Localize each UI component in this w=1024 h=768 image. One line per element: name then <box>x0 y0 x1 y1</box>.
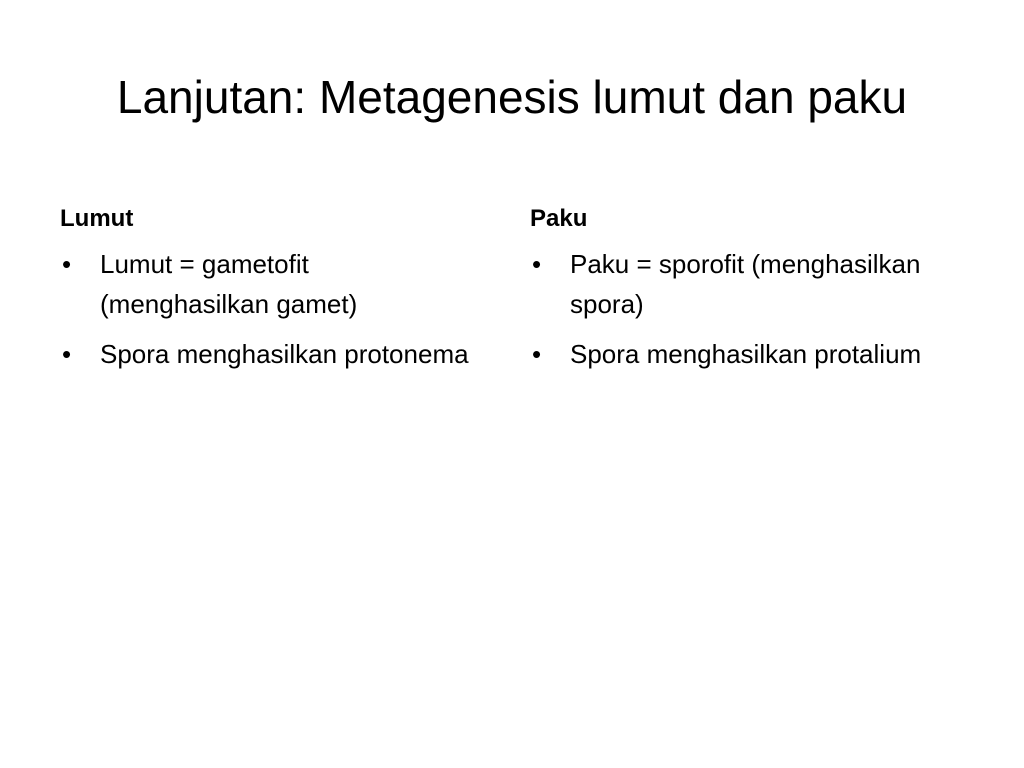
bullet-item <box>530 334 950 374</box>
bullet-icon: • <box>62 249 72 279</box>
bullet-list-lumut <box>60 244 480 374</box>
bullet-item <box>530 244 950 324</box>
bullet-icon: • <box>532 339 542 369</box>
column-heading-paku: Paku <box>530 205 588 232</box>
bullet-text: Spora menghasilkan protonema <box>100 339 469 369</box>
bullet-item <box>60 334 480 374</box>
bullet-list-paku <box>530 244 950 374</box>
bullet-item <box>60 244 480 324</box>
column-heading-lumut: Lumut <box>60 205 134 232</box>
column-lumut <box>60 200 480 384</box>
bullet-icon: • <box>532 249 542 279</box>
column-paku <box>530 200 950 384</box>
bullet-icon: • <box>62 339 72 369</box>
bullet-text: Lumut = gametofit (menghasilkan gamet) <box>100 249 358 319</box>
bullet-text: Paku = sporofit (menghasilkan spora) <box>570 249 921 319</box>
slide-title: Lanjutan: Metagenesis lumut dan paku <box>116 71 908 123</box>
bullet-text: Spora menghasilkan protalium <box>570 339 922 369</box>
